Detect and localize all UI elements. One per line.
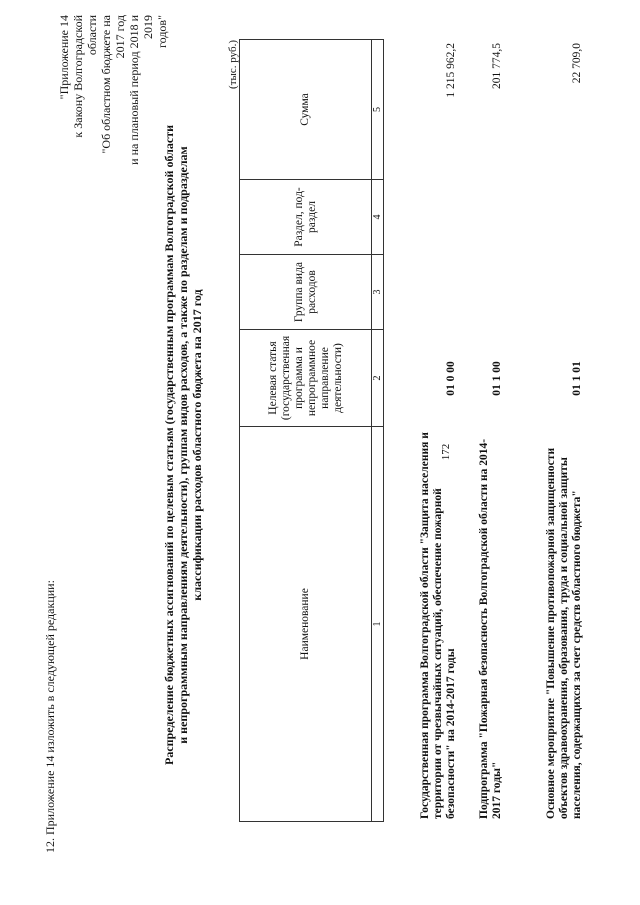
row-sum: 1 215 962,2 xyxy=(445,43,457,98)
column-number: 4 xyxy=(372,180,384,255)
column-number: 1 xyxy=(372,427,384,822)
row-target: 01 0 00 xyxy=(445,361,457,396)
row-sum: 22 709,0 xyxy=(571,43,583,84)
row-group xyxy=(462,255,508,330)
row-section xyxy=(388,180,462,255)
row-target: 01 1 01 xyxy=(571,361,583,396)
header-sum: Сумма xyxy=(240,40,372,180)
row-section xyxy=(462,180,508,255)
header-name: Наименование xyxy=(240,427,372,822)
row-group xyxy=(388,255,462,330)
document-title: Распределение бюджетных ассигнований по целевым статьям (государственным программам Волгоградской области и непрограммным направлениям деятельности), группам видов расходов, а также по разделам и подразделам классификации расходов областного бюджета на 2017 год xyxy=(162,124,204,765)
header-section: Раздел, под-раздел xyxy=(240,180,372,255)
row-target: 01 1 00 xyxy=(491,361,503,396)
annex-line: "Об областном бюджете на 2017 год xyxy=(99,15,127,154)
page-number: 172 xyxy=(440,443,452,461)
row-name: Основное мероприятие "Повышение противопожарной защищенности объектов здравоохранения, образования, труда и социальной защиты населения, содержащихся за счет средств областного бюджета" xyxy=(545,447,583,819)
annex-header xyxy=(57,15,169,165)
intro-text: 12. Приложение 14 изложить в следующей редакции: xyxy=(43,580,57,853)
row-section xyxy=(508,180,588,255)
column-number: 5 xyxy=(372,40,384,180)
annex-line: к Закону Волгоградской области xyxy=(71,15,99,138)
row-name: Государственная программа Волгоградской области "Защита населения и территории от чрезвычайных ситуаций, обеспечение пожарной безопасности" на 2014-2017 годы xyxy=(419,432,457,819)
annex-line: и на плановый период 2018 и 2019 xyxy=(127,15,155,165)
header-table xyxy=(239,39,384,822)
table-row xyxy=(388,40,462,822)
header-target: Целевая статья (государственная программа и непрограммное направление деятельности) xyxy=(240,330,372,427)
header-group: Группа вида расходов xyxy=(240,255,372,330)
table-row xyxy=(508,40,588,822)
row-name: Подпрограмма "Пожарная безопасность Волгоградской области на 2014-2017 годы" xyxy=(478,438,503,819)
annex-line: "Приложение 14 xyxy=(57,15,71,100)
column-number: 3 xyxy=(372,255,384,330)
unit-label: (тыс. руб.) xyxy=(227,40,239,89)
data-table xyxy=(388,40,588,822)
row-group xyxy=(508,255,588,330)
table-row xyxy=(462,40,508,822)
row-sum: 201 774,5 xyxy=(491,43,503,89)
column-number: 2 xyxy=(372,330,384,427)
annex-line: годов" xyxy=(155,15,169,48)
